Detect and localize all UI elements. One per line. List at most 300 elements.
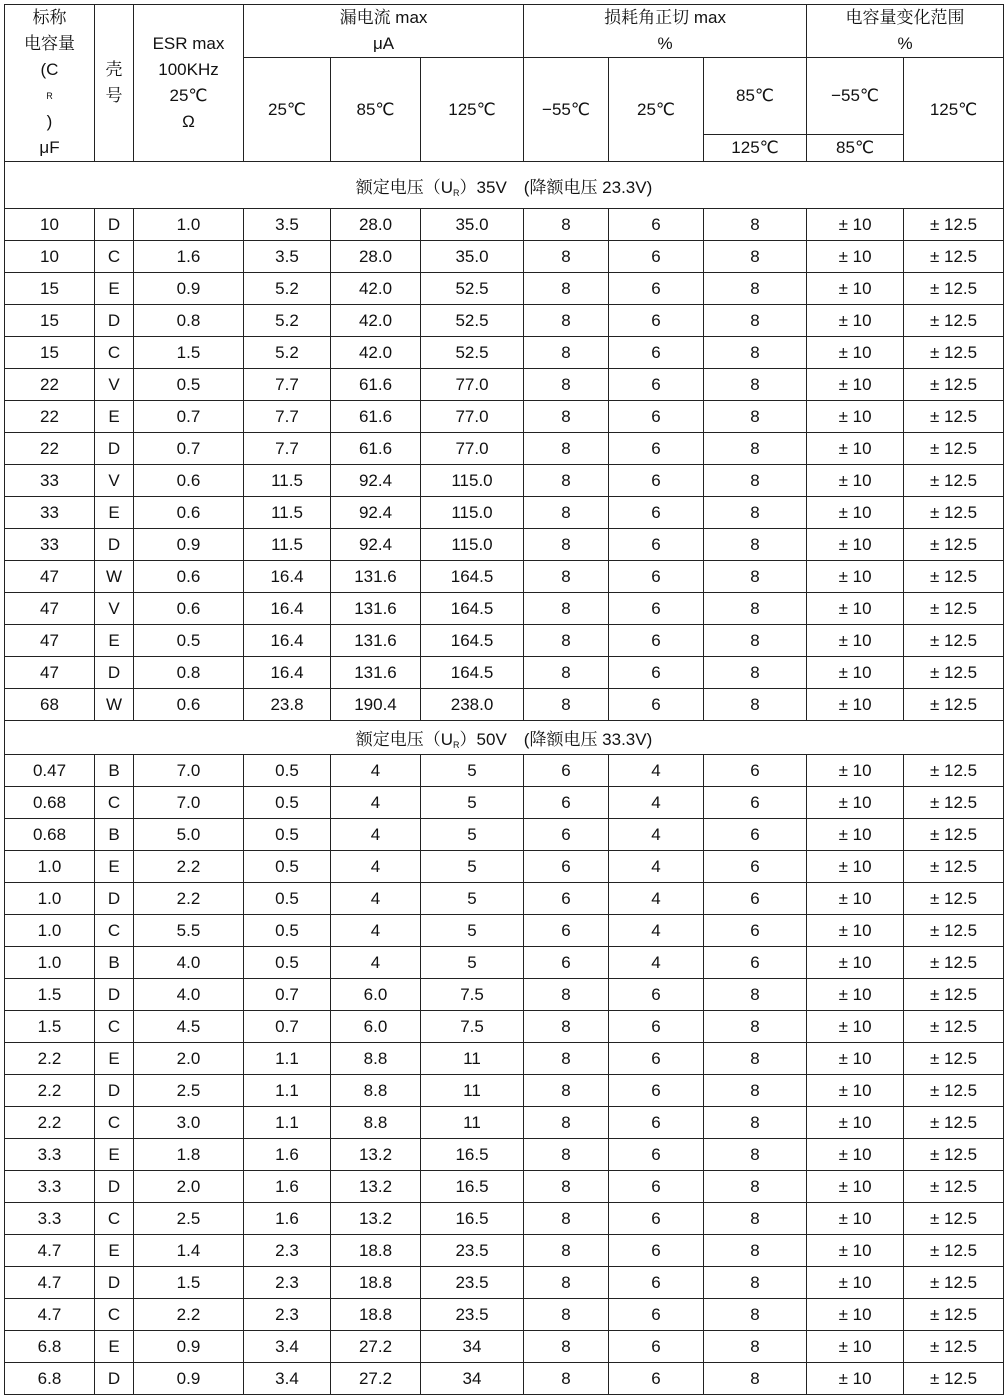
cell-leak-25c: 7.7 — [244, 369, 331, 401]
cell-leak-85c: 190.4 — [331, 689, 421, 721]
cell-capacitance: 4.7 — [5, 1267, 95, 1299]
cell-df-25c: 4 — [609, 755, 704, 787]
cell-leak-125c: 7.5 — [421, 1011, 524, 1043]
cell-df-25c: 6 — [609, 1203, 704, 1235]
cell-df-25c: 6 — [609, 497, 704, 529]
cell-capacitance: 2.2 — [5, 1107, 95, 1139]
cell-df-minus55c: 6 — [524, 819, 609, 851]
cell-leak-25c: 7.7 — [244, 433, 331, 465]
cell-cc-125c: ± 12.5 — [904, 657, 1004, 689]
cell-df-85-125c: 8 — [704, 1235, 807, 1267]
cell-esr: 0.7 — [134, 433, 244, 465]
cell-leak-85c: 4 — [331, 883, 421, 915]
table-row — [5, 497, 1004, 529]
cell-cc-125c: ± 12.5 — [904, 529, 1004, 561]
cell-leak-85c: 18.8 — [331, 1267, 421, 1299]
cell-cc-minus55-85c: ± 10 — [807, 1267, 904, 1299]
table-row — [5, 1171, 1004, 1203]
cell-cc-minus55-85c: ± 10 — [807, 979, 904, 1011]
cell-df-25c: 6 — [609, 369, 704, 401]
cell-df-85-125c: 8 — [704, 497, 807, 529]
cell-capacitance: 47 — [5, 593, 95, 625]
cell-df-85-125c: 8 — [704, 1299, 807, 1331]
header-dissipation-factor: 损耗角正切 max % — [524, 5, 807, 58]
cell-leak-85c: 28.0 — [331, 241, 421, 273]
cell-leak-25c: 2.3 — [244, 1267, 331, 1299]
cell-leak-85c: 6.0 — [331, 979, 421, 1011]
cell-leak-25c: 16.4 — [244, 625, 331, 657]
cell-leak-85c: 4 — [331, 947, 421, 979]
cell-cc-minus55-85c: ± 10 — [807, 273, 904, 305]
cell-esr: 1.6 — [134, 241, 244, 273]
cell-capacitance: 33 — [5, 497, 95, 529]
cell-df-85-125c: 8 — [704, 657, 807, 689]
cell-leak-125c: 16.5 — [421, 1139, 524, 1171]
table-row — [5, 1331, 1004, 1363]
cell-leak-85c: 28.0 — [331, 209, 421, 241]
cell-df-85-125c: 8 — [704, 1171, 807, 1203]
cell-leak-25c: 1.1 — [244, 1075, 331, 1107]
cell-df-25c: 6 — [609, 979, 704, 1011]
cell-case: D — [95, 209, 134, 241]
cell-leak-25c: 23.8 — [244, 689, 331, 721]
cell-df-minus55c: 8 — [524, 1011, 609, 1043]
cell-df-25c: 6 — [609, 529, 704, 561]
cell-df-25c: 6 — [609, 1171, 704, 1203]
cell-cc-125c: ± 12.5 — [904, 1139, 1004, 1171]
cell-df-minus55c: 8 — [524, 497, 609, 529]
cell-df-85-125c: 8 — [704, 273, 807, 305]
cell-cc-minus55-85c: ± 10 — [807, 1203, 904, 1235]
cell-cc-125c: ± 12.5 — [904, 851, 1004, 883]
cell-df-85-125c: 8 — [704, 529, 807, 561]
cell-case: V — [95, 593, 134, 625]
table-row — [5, 947, 1004, 979]
cell-df-85-125c: 8 — [704, 1075, 807, 1107]
cell-capacitance: 22 — [5, 433, 95, 465]
cell-df-minus55c: 8 — [524, 561, 609, 593]
cell-df-minus55c: 8 — [524, 1075, 609, 1107]
cell-capacitance: 1.0 — [5, 883, 95, 915]
cell-df-25c: 6 — [609, 1011, 704, 1043]
cell-df-25c: 6 — [609, 241, 704, 273]
cell-cc-125c: ± 12.5 — [904, 689, 1004, 721]
table-row — [5, 1235, 1004, 1267]
header-leakage-25c: 25℃ — [244, 58, 331, 162]
cell-leak-125c: 7.5 — [421, 979, 524, 1011]
table-body — [5, 162, 1004, 1395]
table-row — [5, 433, 1004, 465]
cell-df-85-125c: 8 — [704, 1331, 807, 1363]
cell-capacitance: 3.3 — [5, 1171, 95, 1203]
cell-leak-125c: 52.5 — [421, 305, 524, 337]
cell-df-25c: 4 — [609, 787, 704, 819]
cell-case: D — [95, 883, 134, 915]
cell-cc-minus55-85c: ± 10 — [807, 305, 904, 337]
cell-esr: 0.6 — [134, 561, 244, 593]
cell-leak-85c: 131.6 — [331, 625, 421, 657]
cell-case: B — [95, 947, 134, 979]
cell-leak-125c: 5 — [421, 883, 524, 915]
cell-cc-125c: ± 12.5 — [904, 755, 1004, 787]
cell-df-minus55c: 8 — [524, 979, 609, 1011]
cell-leak-25c: 0.7 — [244, 979, 331, 1011]
cell-leak-125c: 164.5 — [421, 593, 524, 625]
cell-df-minus55c: 6 — [524, 915, 609, 947]
cell-capacitance: 1.5 — [5, 979, 95, 1011]
cell-case: E — [95, 1331, 134, 1363]
cell-leak-125c: 35.0 — [421, 209, 524, 241]
cell-leak-85c: 18.8 — [331, 1235, 421, 1267]
cell-cc-125c: ± 12.5 — [904, 915, 1004, 947]
cell-capacitance: 1.5 — [5, 1011, 95, 1043]
cell-cc-minus55-85c: ± 10 — [807, 755, 904, 787]
cell-capacitance: 33 — [5, 529, 95, 561]
cell-capacitance: 15 — [5, 273, 95, 305]
cell-df-minus55c: 8 — [524, 1139, 609, 1171]
cell-capacitance: 4.7 — [5, 1235, 95, 1267]
table-row — [5, 337, 1004, 369]
cell-case: D — [95, 1075, 134, 1107]
cell-esr: 1.8 — [134, 1139, 244, 1171]
cell-cc-125c: ± 12.5 — [904, 1075, 1004, 1107]
header-df-125c: 125℃ — [704, 135, 807, 162]
cell-leak-125c: 115.0 — [421, 465, 524, 497]
table-row — [5, 593, 1004, 625]
cell-esr: 1.0 — [134, 209, 244, 241]
cell-df-minus55c: 6 — [524, 787, 609, 819]
cell-df-85-125c: 8 — [704, 1043, 807, 1075]
cell-df-25c: 6 — [609, 1139, 704, 1171]
cell-esr: 4.0 — [134, 947, 244, 979]
cell-case: D — [95, 1363, 134, 1395]
cell-leak-25c: 1.6 — [244, 1139, 331, 1171]
cell-df-85-125c: 8 — [704, 337, 807, 369]
cell-df-85-125c: 6 — [704, 787, 807, 819]
cell-leak-125c: 34 — [421, 1363, 524, 1395]
cell-df-minus55c: 6 — [524, 755, 609, 787]
cell-leak-85c: 8.8 — [331, 1043, 421, 1075]
cell-df-85-125c: 8 — [704, 433, 807, 465]
cell-cc-125c: ± 12.5 — [904, 947, 1004, 979]
cell-leak-25c: 2.3 — [244, 1299, 331, 1331]
cell-leak-85c: 92.4 — [331, 465, 421, 497]
cell-leak-125c: 77.0 — [421, 369, 524, 401]
cell-leak-25c: 3.5 — [244, 241, 331, 273]
cell-esr: 2.0 — [134, 1043, 244, 1075]
cell-capacitance: 2.2 — [5, 1043, 95, 1075]
cell-cc-125c: ± 12.5 — [904, 1267, 1004, 1299]
header-capacitance-change: 电容量变化范围 % — [807, 5, 1004, 58]
cell-cc-minus55-85c: ± 10 — [807, 883, 904, 915]
cell-cc-125c: ± 12.5 — [904, 209, 1004, 241]
cell-cc-minus55-85c: ± 10 — [807, 1331, 904, 1363]
header-leakage-125c: 125℃ — [421, 58, 524, 162]
cell-df-minus55c: 8 — [524, 305, 609, 337]
cell-leak-125c: 164.5 — [421, 561, 524, 593]
cell-leak-125c: 52.5 — [421, 337, 524, 369]
cell-leak-85c: 6.0 — [331, 1011, 421, 1043]
cell-esr: 0.9 — [134, 273, 244, 305]
cell-case: B — [95, 819, 134, 851]
cell-cc-minus55-85c: ± 10 — [807, 561, 904, 593]
cell-leak-85c: 13.2 — [331, 1171, 421, 1203]
cell-df-25c: 6 — [609, 1363, 704, 1395]
cell-leak-85c: 27.2 — [331, 1363, 421, 1395]
cell-leak-125c: 16.5 — [421, 1171, 524, 1203]
cell-df-85-125c: 8 — [704, 1011, 807, 1043]
cell-df-25c: 4 — [609, 915, 704, 947]
cell-df-minus55c: 8 — [524, 1363, 609, 1395]
cell-df-25c: 6 — [609, 625, 704, 657]
cell-esr: 2.2 — [134, 883, 244, 915]
cell-cc-125c: ± 12.5 — [904, 241, 1004, 273]
cell-df-25c: 6 — [609, 1043, 704, 1075]
cell-leak-85c: 4 — [331, 851, 421, 883]
table-row — [5, 755, 1004, 787]
table-row — [5, 1299, 1004, 1331]
table-row — [5, 915, 1004, 947]
cell-df-25c: 6 — [609, 561, 704, 593]
cell-esr: 1.4 — [134, 1235, 244, 1267]
cell-leak-85c: 4 — [331, 755, 421, 787]
cell-df-85-125c: 6 — [704, 851, 807, 883]
cell-leak-125c: 77.0 — [421, 433, 524, 465]
table-row — [5, 1363, 1004, 1395]
cell-esr: 2.2 — [134, 851, 244, 883]
cell-leak-85c: 61.6 — [331, 401, 421, 433]
table-row — [5, 657, 1004, 689]
cell-df-25c: 6 — [609, 433, 704, 465]
table-row — [5, 979, 1004, 1011]
header-cc-minus55c: −55℃ — [807, 58, 904, 135]
spec-document — [4, 4, 1003, 1395]
cell-cc-125c: ± 12.5 — [904, 1363, 1004, 1395]
table-row — [5, 625, 1004, 657]
cell-leak-25c: 0.5 — [244, 755, 331, 787]
cell-esr: 0.6 — [134, 689, 244, 721]
cell-leak-25c: 7.7 — [244, 401, 331, 433]
cell-esr: 0.6 — [134, 497, 244, 529]
cell-cc-minus55-85c: ± 10 — [807, 1043, 904, 1075]
cell-df-minus55c: 8 — [524, 369, 609, 401]
header-leakage: 漏电流 max μA — [244, 5, 524, 58]
cell-df-85-125c: 8 — [704, 561, 807, 593]
cell-esr: 4.5 — [134, 1011, 244, 1043]
cell-df-minus55c: 6 — [524, 883, 609, 915]
section-row — [5, 162, 1004, 209]
cell-esr: 3.0 — [134, 1107, 244, 1139]
cell-esr: 5.0 — [134, 819, 244, 851]
cell-case: C — [95, 241, 134, 273]
cell-df-minus55c: 8 — [524, 1331, 609, 1363]
cell-case: D — [95, 305, 134, 337]
cell-df-minus55c: 6 — [524, 947, 609, 979]
cell-leak-25c: 0.5 — [244, 883, 331, 915]
cell-case: C — [95, 1011, 134, 1043]
cell-case: V — [95, 369, 134, 401]
cell-esr: 0.9 — [134, 529, 244, 561]
cell-cc-minus55-85c: ± 10 — [807, 1299, 904, 1331]
cell-cc-125c: ± 12.5 — [904, 1203, 1004, 1235]
cell-cc-minus55-85c: ± 10 — [807, 1139, 904, 1171]
section-row — [5, 721, 1004, 755]
cell-df-25c: 6 — [609, 1267, 704, 1299]
cell-df-85-125c: 8 — [704, 209, 807, 241]
cell-esr: 1.5 — [134, 337, 244, 369]
cell-leak-25c: 0.5 — [244, 787, 331, 819]
cell-cc-125c: ± 12.5 — [904, 1011, 1004, 1043]
cell-cc-125c: ± 12.5 — [904, 593, 1004, 625]
cell-cc-125c: ± 12.5 — [904, 273, 1004, 305]
cell-cc-125c: ± 12.5 — [904, 1331, 1004, 1363]
cell-capacitance: 0.68 — [5, 787, 95, 819]
cell-leak-85c: 61.6 — [331, 433, 421, 465]
cell-cc-minus55-85c: ± 10 — [807, 625, 904, 657]
cell-leak-125c: 5 — [421, 787, 524, 819]
cell-leak-25c: 11.5 — [244, 465, 331, 497]
cell-esr: 4.0 — [134, 979, 244, 1011]
cell-case: W — [95, 561, 134, 593]
table-row — [5, 1043, 1004, 1075]
cell-capacitance: 15 — [5, 305, 95, 337]
table-header — [5, 5, 1004, 162]
cell-df-25c: 4 — [609, 819, 704, 851]
cell-leak-85c: 8.8 — [331, 1107, 421, 1139]
table-row — [5, 369, 1004, 401]
cell-capacitance: 22 — [5, 401, 95, 433]
cell-leak-125c: 77.0 — [421, 401, 524, 433]
capacitor-spec-table — [4, 4, 1004, 1395]
table-row — [5, 561, 1004, 593]
cell-df-25c: 6 — [609, 1107, 704, 1139]
cell-cc-125c: ± 12.5 — [904, 819, 1004, 851]
cell-leak-125c: 5 — [421, 915, 524, 947]
cell-capacitance: 10 — [5, 209, 95, 241]
cell-cc-minus55-85c: ± 10 — [807, 465, 904, 497]
cell-cc-minus55-85c: ± 10 — [807, 819, 904, 851]
cell-capacitance: 6.8 — [5, 1331, 95, 1363]
cell-df-minus55c: 8 — [524, 433, 609, 465]
cell-case: E — [95, 273, 134, 305]
cell-leak-85c: 131.6 — [331, 657, 421, 689]
cell-cc-125c: ± 12.5 — [904, 1043, 1004, 1075]
header-esr: ESR max 100KHz 25℃ Ω — [134, 5, 244, 162]
cell-df-25c: 4 — [609, 851, 704, 883]
table-row — [5, 689, 1004, 721]
table-row — [5, 1075, 1004, 1107]
cell-case: W — [95, 689, 134, 721]
table-row — [5, 1267, 1004, 1299]
cell-case: E — [95, 1235, 134, 1267]
cell-cc-minus55-85c: ± 10 — [807, 593, 904, 625]
cell-case: D — [95, 529, 134, 561]
cell-df-85-125c: 8 — [704, 1107, 807, 1139]
cell-cc-minus55-85c: ± 10 — [807, 1075, 904, 1107]
cell-df-85-125c: 8 — [704, 689, 807, 721]
cell-leak-85c: 13.2 — [331, 1139, 421, 1171]
cell-df-minus55c: 8 — [524, 1043, 609, 1075]
cell-df-25c: 6 — [609, 273, 704, 305]
cell-leak-85c: 92.4 — [331, 529, 421, 561]
cell-df-85-125c: 8 — [704, 625, 807, 657]
cell-leak-85c: 131.6 — [331, 593, 421, 625]
cell-leak-25c: 11.5 — [244, 497, 331, 529]
cell-cc-minus55-85c: ± 10 — [807, 497, 904, 529]
table-row — [5, 401, 1004, 433]
table-row — [5, 273, 1004, 305]
cell-df-minus55c: 8 — [524, 625, 609, 657]
cell-leak-125c: 23.5 — [421, 1299, 524, 1331]
cell-leak-125c: 16.5 — [421, 1203, 524, 1235]
cell-cc-125c: ± 12.5 — [904, 883, 1004, 915]
cell-leak-125c: 23.5 — [421, 1267, 524, 1299]
cell-leak-25c: 0.5 — [244, 851, 331, 883]
table-row — [5, 851, 1004, 883]
cell-leak-85c: 4 — [331, 915, 421, 947]
cell-esr: 2.5 — [134, 1075, 244, 1107]
cell-esr: 0.5 — [134, 369, 244, 401]
cell-df-minus55c: 8 — [524, 1107, 609, 1139]
table-row — [5, 209, 1004, 241]
cell-leak-85c: 92.4 — [331, 497, 421, 529]
cell-esr: 0.6 — [134, 465, 244, 497]
cell-esr: 0.7 — [134, 401, 244, 433]
cell-leak-125c: 164.5 — [421, 625, 524, 657]
cell-capacitance: 10 — [5, 241, 95, 273]
cell-df-85-125c: 6 — [704, 947, 807, 979]
table-row — [5, 1107, 1004, 1139]
cell-df-25c: 6 — [609, 1331, 704, 1363]
cell-leak-25c: 5.2 — [244, 337, 331, 369]
cell-capacitance: 33 — [5, 465, 95, 497]
cell-case: V — [95, 465, 134, 497]
cell-capacitance: 6.8 — [5, 1363, 95, 1395]
cell-capacitance: 1.0 — [5, 851, 95, 883]
cell-case: E — [95, 851, 134, 883]
cell-cc-minus55-85c: ± 10 — [807, 851, 904, 883]
cell-esr: 2.5 — [134, 1203, 244, 1235]
cell-cc-125c: ± 12.5 — [904, 305, 1004, 337]
cell-df-minus55c: 8 — [524, 689, 609, 721]
cell-case: D — [95, 1267, 134, 1299]
section-label: 额定电压$(U_R)35V$ (降额电压 23.3V) — [5, 162, 1004, 209]
cell-df-minus55c: 8 — [524, 1267, 609, 1299]
cell-df-85-125c: 8 — [704, 979, 807, 1011]
cell-cc-minus55-85c: ± 10 — [807, 529, 904, 561]
cell-esr: 0.8 — [134, 305, 244, 337]
cell-esr: 0.6 — [134, 593, 244, 625]
cell-capacitance: 15 — [5, 337, 95, 369]
cell-df-25c: 6 — [609, 1075, 704, 1107]
cell-df-25c: 6 — [609, 1235, 704, 1267]
cell-leak-125c: 238.0 — [421, 689, 524, 721]
cell-leak-25c: 1.6 — [244, 1171, 331, 1203]
cell-case: E — [95, 1043, 134, 1075]
cell-leak-25c: 1.1 — [244, 1043, 331, 1075]
cell-leak-85c: 4 — [331, 787, 421, 819]
cell-leak-125c: 5 — [421, 819, 524, 851]
cell-df-minus55c: 8 — [524, 273, 609, 305]
cell-leak-85c: 42.0 — [331, 273, 421, 305]
cell-df-25c: 6 — [609, 305, 704, 337]
cell-df-25c: 4 — [609, 947, 704, 979]
cell-leak-25c: 3.5 — [244, 209, 331, 241]
cell-case: C — [95, 787, 134, 819]
cell-case: C — [95, 1203, 134, 1235]
cell-leak-25c: 3.4 — [244, 1331, 331, 1363]
cell-df-85-125c: 8 — [704, 593, 807, 625]
